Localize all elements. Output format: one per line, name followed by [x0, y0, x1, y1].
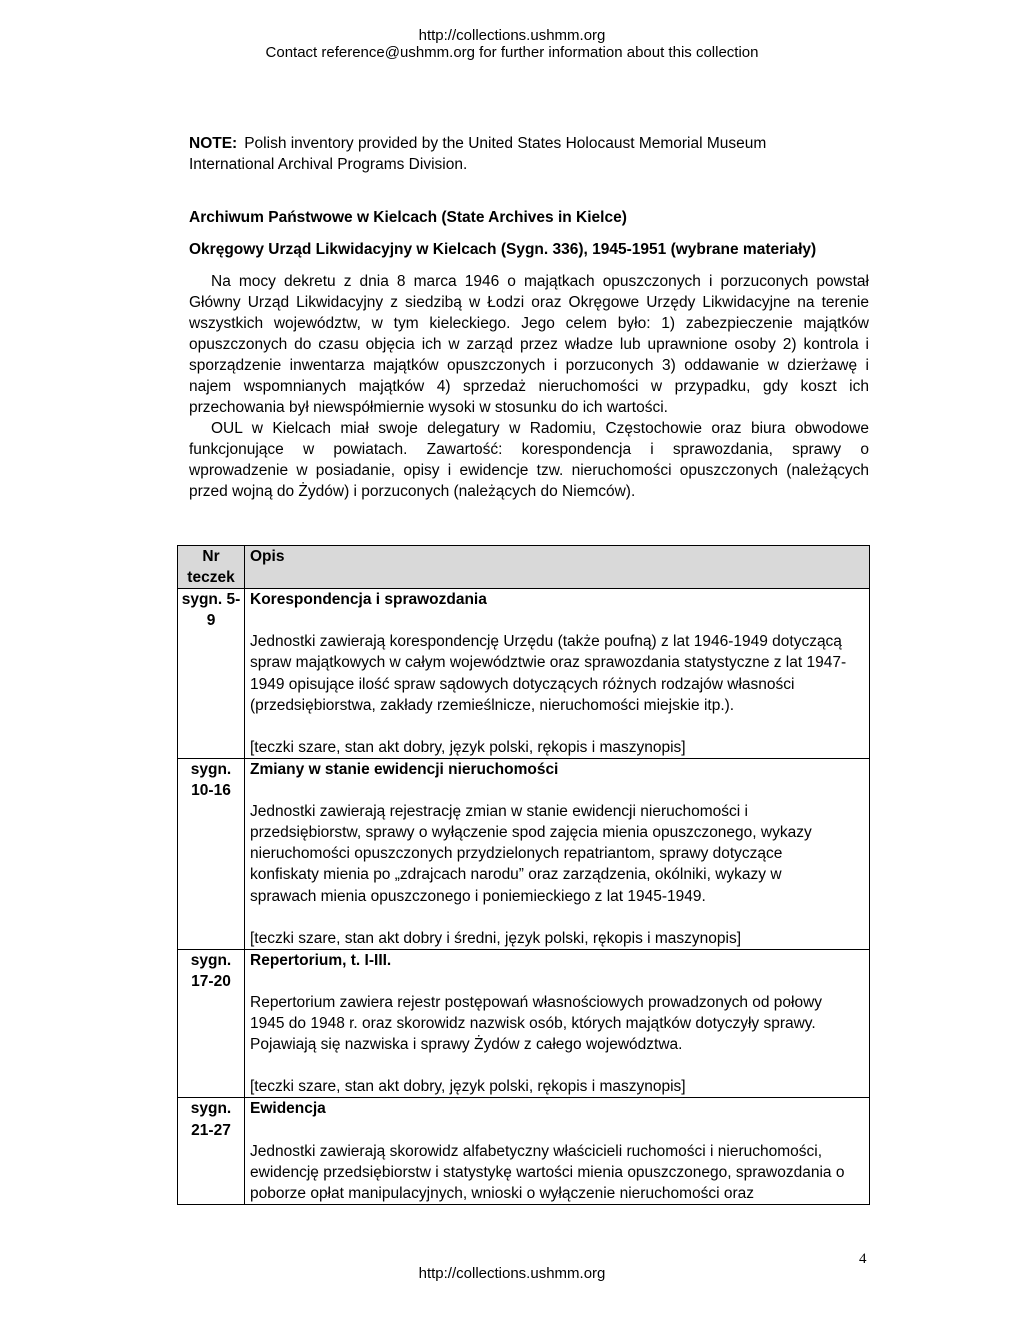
note-line: International Archival Programs Division.	[189, 155, 468, 173]
note-text: Polish inventory provided by the United States Holocaust Memorial Museum	[244, 134, 767, 152]
page-number: 4	[859, 1251, 867, 1267]
signature-cell	[178, 758, 245, 949]
description-line: nieruchomości opuszczonych przydzielonych repatriantom, sprawy dotyczące	[250, 845, 783, 863]
header-number-label: Nr	[202, 548, 220, 565]
description-cell	[245, 1098, 870, 1204]
description-line: konfiskaty mienia po „zdrajcach narodu” oraz zarządzenia, okólniki, wykazy w	[250, 866, 782, 884]
paragraph-line: wszystkich województw, w tym kieleckiego. Jego celem było: 1) zabezpieczenie majątków	[189, 314, 869, 332]
signature-line: sygn.	[190, 760, 232, 778]
signature-line: sygn.	[190, 951, 232, 969]
spacer	[250, 971, 864, 992]
description-cell	[245, 758, 870, 949]
row-title: Zmiany w stanie ewidencji nieruchomości	[250, 760, 559, 778]
paragraph-line: sporządzenie inwentarza majątków opuszczonych i porzuconych 3) oddawanie w dzierżawę i	[189, 356, 869, 374]
table-row	[178, 1098, 870, 1204]
description-line: 1945 do 1948 r. oraz skorowidz nazwisk osób, których majątków dotyczyły sprawy.	[250, 1015, 816, 1033]
paragraph-line: wprowadzenie w posiadanie, opisy i ewidencje tzw. nieruchomości opuszczonych (należących	[189, 462, 869, 480]
description-cell	[245, 589, 870, 759]
row-note: [teczki szare, stan akt dobry i średni, język polski, rękopis i maszynopis]	[250, 929, 742, 947]
paragraph-line: najem wspomnianych majątków 4) sprzedaż nieruchomości w przypadku, gdy koszt ich	[189, 377, 869, 395]
header-number-cell	[178, 546, 245, 589]
spacer	[250, 1120, 864, 1141]
row-note: [teczki szare, stan akt dobry, język polski, rękopis i maszynopis]	[250, 1078, 686, 1096]
row-title: Repertorium, t. I-III.	[250, 951, 392, 969]
table-row	[178, 758, 870, 949]
header-contact: Contact reference@ushmm.org for further information about this collection	[265, 43, 759, 61]
table-row	[178, 589, 870, 759]
row-title: Ewidencja	[250, 1100, 326, 1118]
paragraph-line: przed wojną do Żydów) i porzuconych (należących do Niemców).	[189, 483, 636, 501]
paragraph-line: Główny Urząd Likwidacyjny z siedzibą w Łodzi oraz Okręgowe Urzędy Likwidacyjne na terenie	[189, 293, 869, 311]
description-cell	[245, 949, 870, 1098]
spacer	[250, 1055, 864, 1076]
header-description-cell	[245, 546, 870, 589]
spacer	[250, 780, 864, 801]
signature-line: 9	[206, 612, 216, 630]
note-label: NOTE:	[189, 134, 238, 152]
fonds-title: Okręgowy Urząd Likwidacyjny w Kielcach (Sygn. 336), 1945-1951 (wybrane materiały)	[189, 240, 817, 258]
header-number-label: teczek	[187, 569, 235, 587]
paragraph-line: przechowania był niewspółmiernie wysoki w stosunku do ich wartości.	[189, 399, 668, 417]
description-line: sprawach mienia opuszczonego i poniemieckiego z lat 1945-1949.	[250, 887, 706, 905]
spacer	[250, 610, 864, 631]
note-block	[189, 133, 869, 175]
table-header-row	[178, 546, 870, 589]
description-line: Pojawiają się nazwiska i sprawy Żydów z całego województwa.	[250, 1036, 683, 1054]
description-line: spraw majątkowych w całym województwie oraz sprawozdania statystyczne z lat 1947-	[250, 654, 847, 672]
description-line: 1949 opisujące ilość spraw sądowych dotyczących różnych rodzajów własności	[250, 675, 795, 693]
signature-line: 21-27	[191, 1121, 231, 1139]
signature-line: 10-16	[191, 782, 231, 800]
signature-cell	[178, 949, 245, 1098]
intro-paragraph	[189, 271, 869, 419]
paragraph-line: Na mocy dekretu z dnia 8 marca 1946 o majątkach opuszczonych i porzuconych powstał	[211, 272, 869, 290]
row-title: Korespondencja i sprawozdania	[250, 591, 487, 609]
page-header	[0, 27, 1024, 61]
archive-title: Archiwum Państwowe w Kielcach (State Archives in Kielce)	[189, 208, 627, 226]
paragraph-line: funkcjonujące w powiatach. Zawartość: korespondencja i sprawozdania, sprawy o	[189, 441, 869, 459]
header-url: http://collections.ushmm.org	[418, 26, 606, 44]
spacer	[250, 716, 864, 737]
signature-cell	[178, 1098, 245, 1204]
table-row	[178, 949, 870, 1098]
intro-paragraph	[189, 418, 869, 502]
row-note: [teczki szare, stan akt dobry, język polski, rękopis i maszynopis]	[250, 738, 686, 756]
header-description-label: Opis	[250, 548, 285, 565]
intro-text	[189, 271, 869, 503]
signature-line: sygn.	[190, 1100, 232, 1118]
description-line: (przedsiębiorstwa, zakłady rzemieślnicze, nieruchomości miejskie itp.).	[250, 696, 735, 714]
signature-cell	[178, 589, 245, 759]
signature-line: sygn. 5-	[181, 591, 241, 609]
description-line: Jednostki zawierają rejestrację zmian w stanie ewidencji nieruchomości i	[250, 803, 748, 821]
description-line: poborze opłat manipulacyjnych, wnioski o wyłączenie nieruchomości oraz	[250, 1184, 754, 1202]
description-line: ewidencję przedsiębiorstw i statystykę wartości mienia opuszczonego, sprawozdania o	[250, 1163, 845, 1181]
description-line: przedsiębiorstw, sprawy o wyłączenie spod zajęcia mienia opuszczonego, wykazy	[250, 824, 812, 842]
note-line	[189, 133, 869, 154]
description-line: Repertorium zawiera rejestr postępowań własnościowych prowadzonych od połowy	[250, 993, 823, 1011]
signature-line: 17-20	[191, 972, 231, 990]
paragraph-line: opuszczonych do czasu objęcia ich w zarząd przez władze lub uprawnione osoby 2) kontrola i	[189, 335, 869, 353]
description-line: Jednostki zawierają skorowidz alfabetyczny właścicieli ruchomości i nieruchomości,	[250, 1142, 823, 1160]
paragraph-line: OUL w Kielcach miał swoje delegatury w Radomiu, Częstochowie oraz biura obwodowe	[211, 420, 869, 438]
inventory-table	[177, 545, 870, 1205]
footer-url: http://collections.ushmm.org	[418, 1264, 606, 1282]
description-line: Jednostki zawierają korespondencję Urzędu (także poufną) z lat 1946-1949 dotyczącą	[250, 633, 842, 651]
spacer	[250, 907, 864, 928]
